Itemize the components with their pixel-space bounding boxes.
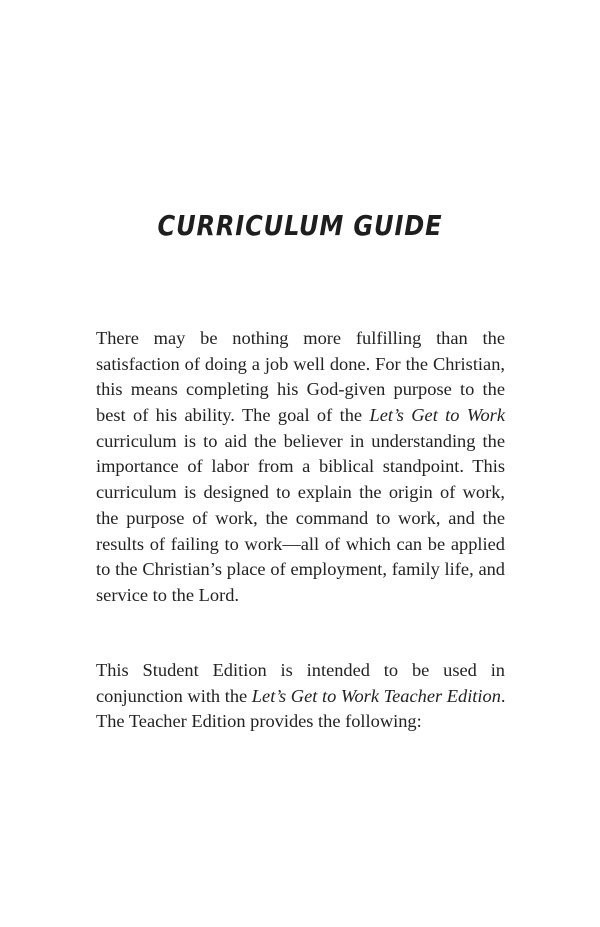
paragraph-line: the purpose of work, the command to work, and the xyxy=(96,507,505,528)
edition-paragraph xyxy=(96,658,505,735)
paragraph-line: importance of labor from a biblical standpoint. This xyxy=(96,456,505,477)
line-text: best of his ability. The goal of the xyxy=(96,405,370,426)
book-title: Let’s Get to Work xyxy=(369,405,505,426)
book-title: Let’s Get to Work Teacher Edition xyxy=(251,685,501,706)
paragraph-line xyxy=(96,403,505,429)
paragraph-line xyxy=(96,684,505,710)
paragraph-line: satisfaction of doing a job well done. For the Christian, xyxy=(96,353,505,374)
paragraph-line: to the Christian’s place of employment, family life, and xyxy=(96,559,505,580)
page-title: CURRICULUM GUIDE xyxy=(157,209,443,242)
paragraph-line: this means completing his God-given purpose to the xyxy=(96,379,505,400)
paragraph-line: The Teacher Edition provides the following: xyxy=(96,711,422,732)
intro-paragraph xyxy=(96,326,505,609)
paragraph-line: This Student Edition is intended to be used in xyxy=(96,660,505,680)
paragraph-line: curriculum is designed to explain the origin of work, xyxy=(96,482,505,503)
line-text: . xyxy=(500,685,506,706)
paragraph-line: results of failing to work—all of which can be applied xyxy=(96,533,505,554)
line-text: conjunction with the xyxy=(96,685,252,706)
paragraph-line: service to the Lord. xyxy=(96,584,239,605)
paragraph-line: curriculum is to aid the believer in understanding the xyxy=(96,430,505,451)
paragraph-line: There may be nothing more fulfilling than the xyxy=(96,328,505,348)
